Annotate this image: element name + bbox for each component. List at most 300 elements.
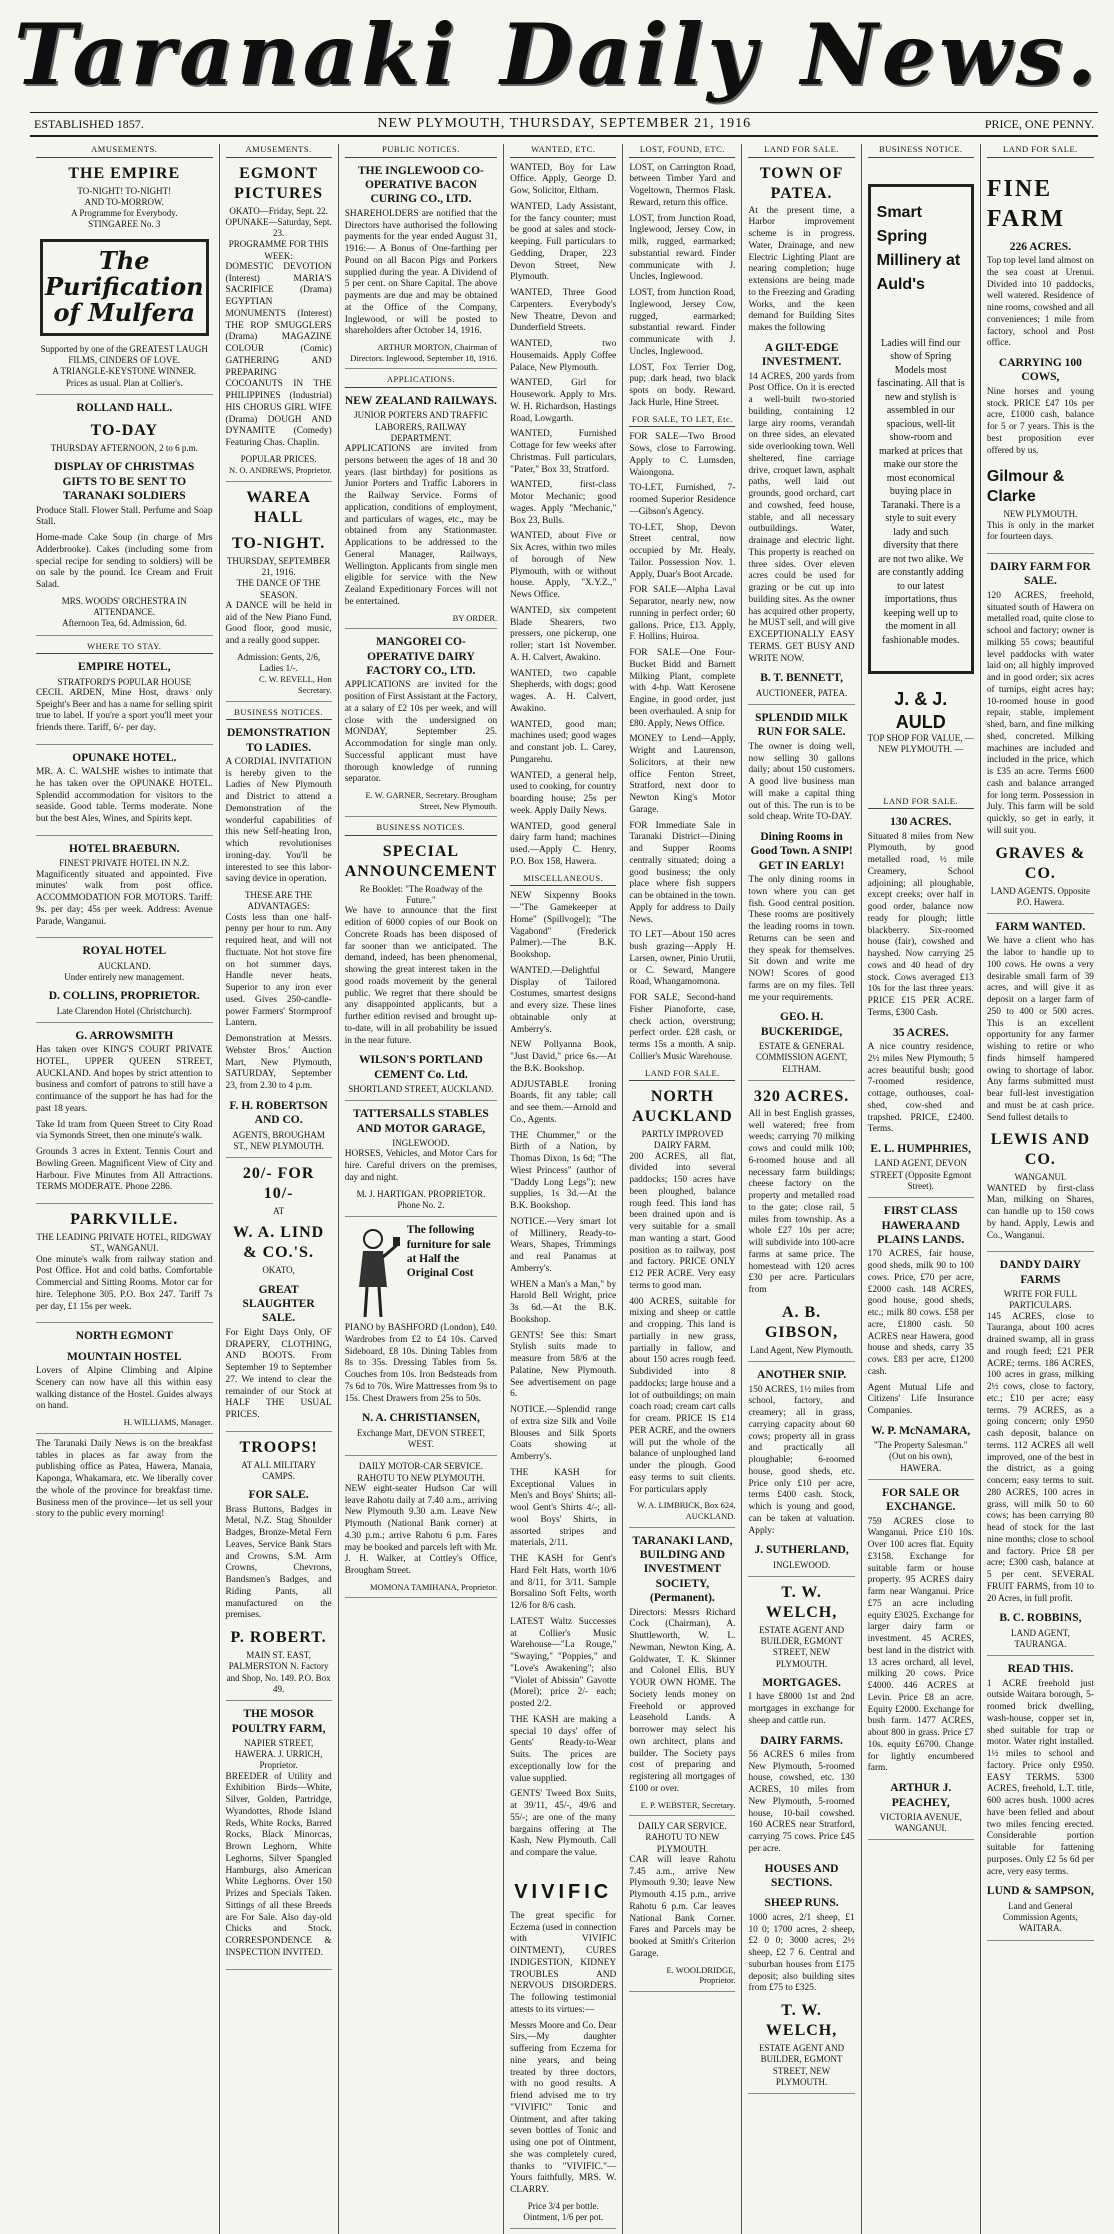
ad-line: Under entirely new management. <box>64 971 185 982</box>
section-heading: MISCELLANEOUS. <box>510 873 616 887</box>
ad-body: DOMESTIC DEVOTION (Interest) MARIA'S SACRIFICE (Drama) EGYPTIAN MONUMENTS (Interest) THE ROP SMUGGLERS (Drama) MAGAZINE COLOUR (Comic) GATHERING AND PREPARING COCOANUTS IN THE PHILIPPINES (Industrial) HIS CHORUS GIRL WIFE (Drama) DOUGH AND DYNAMITE (Comedy) Featuring Chas. Chaplin. <box>225 261 332 449</box>
classified-ad: LOST, from Junction Road, Inglewood, Jersey Cow, rugged, earmarked; substantial reward. Finder communicate with J. Uncles, Inglewood. <box>629 288 736 357</box>
classified-ad: LOST, on Carrington Road, between Timber Yard and Vogeltown, Thermos Flask. Reward, return this office. <box>629 162 736 208</box>
ad-line: DAILY CAR SERVICE. <box>638 1821 727 1832</box>
ad-line: MRS. WOODS' ORCHESTRA IN ATTENDANCE. <box>61 595 187 618</box>
ad-body: For Eight Days Only, OF DRAPERY, CLOTHING, AND BOOTS. From September 19 to September 27. We intend to clear the remainder of our Stock at HALF THE USUAL PRICES. <box>225 1327 332 1420</box>
miscellaneous-list <box>510 891 616 1860</box>
ad-title: FARM WANTED. <box>995 921 1086 933</box>
section-heading: LOST, FOUND, ETC. <box>629 144 735 158</box>
ad-title: ROYAL HOTEL <box>82 945 167 958</box>
classified-ad: ADJUSTABLE Ironing Boards, fit any table; call and see them.—Arnold and Co., Agents. <box>510 1079 617 1125</box>
ad-body: A DANCE will be held in aid of the New Piano Fund. Good floor, good music, and a really good supper. <box>225 600 332 646</box>
ad-body: APPLICATIONS are invited for the position of First Assistant at the Factory, at a salary of £2 10s per week, and will close with the undersigned on MONDAY, September 25. Accommodation for single man only. Successful applicant must have thorough knowledge of running separator. <box>344 680 498 785</box>
classified-ad: FOR SALE—One Four-Bucket Bidd and Barnett Milking Plant, complete with 4-hp. Watt Kerosene Engine, in good order, just been overhauled. A snip for £80. Apply, News Office. <box>629 648 736 729</box>
ad-body: A nice country residence, 2½ miles New Plymouth; 5 acres beautiful bush; good 7-roomed residence, cottage, outhouses, coal-shed, cow-shed and trapshed. PRICE, £2400. Terms. <box>867 1042 974 1135</box>
ad-title: EMPIRE HOTEL, <box>77 661 171 674</box>
masthead <box>0 4 1114 104</box>
section-heading: BUSINESS NOTICES. <box>226 707 332 721</box>
ad-another-snip <box>748 1368 854 1577</box>
ad-body: The great specific for Eczema (used in connection with VIVIFIC OINTMENT), CURES INDIGESTION, KIDNEY TROUBLES AND NERVOUS DISORDERS. The following testimonial attests to its virtues:— <box>510 1910 617 2015</box>
ad-signature: T. W. WELCH, <box>765 2002 838 2039</box>
ad-subtitle: A GILT-EDGE INVESTMENT. <box>761 341 842 369</box>
ad-body: 759 ACRES close to Wanganui. Price £10 10s. Over 100 acres flat. Equity £3158. Exchange for suitable farm or house property. 95 ACRES dairy farm near Wanganui. Price £75 an acre including equity £3025. Exchange for larger dairy farm or investment. 45 ACRES, best land in the district with 13 acres orchard, all level, milking 20 cows. Price £4000. 446 ACRES at Levin. Price £8 an acre. Equity £2000. Exchange for bush farm. 1477 ACRES, about 800 in grass. Price £7 10s. equity £6700. Change for lightly encumbered farm. <box>867 1516 974 1774</box>
ad-body: Home-made Cake Soup (in charge of Mrs Adderbrooke). Cakes (including some from special recipe for sending to soldiers) will be on sale by the pound. Ice Cream and Fruit Salad. <box>36 533 213 591</box>
ad-title: EGMONT PICTURES <box>234 164 324 202</box>
ad-title: OPUNAKE HOTEL. <box>72 751 177 764</box>
ad-signature: B. T. BENNETT, <box>760 672 843 685</box>
notice-special-announcement <box>345 842 497 1102</box>
ad-signature: ARTHUR MORTON, Chairman of Directors. Inglewood, September 18, 1916. <box>350 342 498 363</box>
ad-signature: BY ORDER. <box>452 612 498 623</box>
ad-title: The following furniture for sale at Half the Original Cost <box>406 1224 491 1280</box>
ad-hawera-lands <box>868 1204 974 1480</box>
ad-body: 1 ACRE freehold just outside Waitara borough, 5-roomed brick dwelling, wash-house, copper set in, shed suitable for trap or motor. Water right installed. 1½ miles to school and factory. Price only £950. EASY TERMS. 5300 ACRES, freehold, L.T. title, 600 acres bush. 1000 acres have been felled and about two miles fencing erected. Considerable portion suitable for fattening purposes. Only £2 5s 6d per acre, very easy terms. <box>986 1678 1094 1877</box>
ad-title: TATTERSALLS STABLES AND MOTOR GARAGE, <box>353 1108 489 1135</box>
ad-body: 56 ACRES 6 miles from New Plymouth, 5-roomed house, cowshed, etc. 130 ACRES, 10 miles from New Plymouth, 5-roomed house, 10-bail cowshed. 160 ACRES near Stratford, carrying 75 cows. Price £45 per acre. <box>748 1749 855 1854</box>
ad-line: JUNIOR PORTERS AND TRAFFIC LABORERS, RAILWAY DEPARTMENT. <box>354 410 488 443</box>
ad-body: BREEDER of Utility and Exhibition Birds—White, Silver, Golden, Partridge, Wyandottes, Rhode Island Reds, White Rocks, Barred Rocks, Black Minorcas, Brown Leghorn, White Leghorns, Silver Spangled Hamburgs, also American White Leghorns. Over 150 Prizes and Specials Taken. Sittings of all these Breeds are For Sale. Also day-old Chicks and Stock. CORRESPONDENCE & INSPECTION INVITED. <box>225 1771 332 1958</box>
ad-signature: W. A. LIMBRICK, Box 624, AUCKLAND. <box>637 1500 736 1521</box>
ad-subtitle: Dining Rooms in Good Town. A SNIP! GET IN EARLY! <box>750 831 853 872</box>
classified-ad: WHEN a Man's a Man," by Harold Bell Wright, price 3s 6d.—At the B.K. Bookshop. <box>510 1279 617 1325</box>
column-5 <box>623 144 742 2234</box>
ad-body: Demonstration at Messrs. Webster Bros.' Auction Mart, New Plymouth, SATURDAY, September 23, from 2.30 to 4 p.m. <box>225 1034 332 1092</box>
ad-line: NEW PLYMOUTH. <box>1003 509 1078 520</box>
ad-title: SPECIAL ANNOUNCEMENT <box>344 842 498 880</box>
for-sale-list <box>629 432 735 1063</box>
ad-line: SHORTLAND STREET, AUCKLAND. <box>348 1084 494 1095</box>
ad-body: 120 ACRES, freehold, situated south of Hawera on metalled road, quite close to school and factory; owner is milking 55 cows; beautiful level paddocks with water laid on; all highly improved and in good order; six acres of turnips, eight acres hay; 10-roomed house in good repair, stable, implement shed, barn, and fine milking shed, concreted. Milking machines are included and included in the price, which is £35 an acre. Terms £600 cash and balance arranged for long term. Possession in July. This farm will be sold quickly, so get in early, it will suit you. <box>986 590 1094 836</box>
ad-title: G. ARROWSMITH <box>75 1029 174 1042</box>
ad-line: Prices as usual. Plan at Collier's. <box>65 377 183 388</box>
ad-body: SHAREHOLDERS are notified that the Directors have authorised the following payments for the year ended August 31, 1916:— A Bonus of One-farthing per Pound on all Bacon Pigs and Porkers supplied during the year. A Dividend of 5 per cent. on Share Capital. The above payments are due and may be obtained at the Office of the Company, Inglewood, or will be posted to shareholders after October 14, 1916. <box>344 208 498 337</box>
established-label: ESTABLISHED 1857. <box>34 116 144 131</box>
ad-body: HORSES, Vehicles, and Motor Cars for hire. Careful drivers on the premises, day and night. <box>344 1149 498 1183</box>
ad-line: THURSDAY AFTERNOON, 2 to 6 p.m. <box>50 443 198 454</box>
ad-empire-hotel <box>36 660 213 745</box>
ad-title: FINE FARM <box>986 175 1066 232</box>
ad-poultry-farm <box>226 1707 332 1970</box>
ad-line: Land and General Commission Agents, WAITARA. <box>1002 1900 1078 1934</box>
classified-ad: NEW Sixpenny Books—"The Gamekeeper at Home" (Spillvogel); "The Vagabond" (Frederick Palmer).—The B.K. Bookshop. <box>510 891 617 960</box>
classified-ad: WANTED.—Delightful Display of Tailored Costumes, smartest designs and every size. These lines obtainable only at Amberry's. <box>510 965 617 1035</box>
ad-body: NEW eight-seater Hudson Car will leave Rahotu daily at 7.40 a.m., arriving New Plymouth 9.30 a.m. Leave New Plymouth (National Bank corner) at 4.30 p.m.; arrive Rahotu 6 p.m. Fares may be booked and parcels left with Mr. J. H. Walker, at Cottley's Office, Brougham Street. <box>344 1483 498 1576</box>
classified-ad: GENTS' Tweed Box Suits, at 39/11, 45/-, 49/6 and 55/-; are one of the many bargains offering at The Kash, New Plymouth. Call and compare the value. <box>510 1789 617 1858</box>
ad-town-of-patea <box>748 164 854 705</box>
auctioneer-figure-icon <box>345 1225 401 1321</box>
column-4 <box>504 144 623 2234</box>
section-heading: PUBLIC NOTICES. <box>345 144 497 158</box>
ad-title: THE MOSOR POULTRY FARM, <box>231 1708 326 1735</box>
ad-body: 200 ACRES, all flat, divided into several paddocks; 150 acres have been ploughed, balance rough feed. This land has been drained upon and is very suitable for a small man wanting a start. Good position as to railway, post and factory. PRICE ONLY £12 PER ACRE. Very easy terms to good man. <box>629 1151 736 1291</box>
ad-line: A TRIANGLE-KEYSTONE WINNER. <box>52 366 197 377</box>
ad-line: Exchange Mart, DEVON STREET, WEST. <box>356 1427 485 1449</box>
classified-ad: TO-LET, Shop, Devon Street central, now occupied by Mr. Healy, Tailor. Possession Nov. 1. Apply, Duar's Boot Arcade. <box>629 522 736 580</box>
ad-motor-car-service <box>345 1461 497 1598</box>
ad-title: THE EMPIRE <box>68 164 181 182</box>
ad-title: FIRST CLASS HAWERA AND PLAINS LANDS. <box>877 1205 965 1246</box>
ad-line: OKATO—Friday, Sept. 22. OPUNAKE—Saturday, Sept. 23. <box>225 205 332 239</box>
ad-line: POPULAR PRICES. <box>240 453 317 464</box>
classified-ad: THE KASH are making a special 10 days' offer of Gents' Ready-to-Wear Suits. The prices are exceptionally low for the value supplied. <box>510 1714 617 1784</box>
section-heading: BUSINESS NOTICE. <box>868 144 974 158</box>
ad-warea-hall <box>226 488 332 702</box>
ad-demonstration <box>226 726 332 1158</box>
classified-ad: GENTS! See this: Smart Stylish suits made to measure from 58/6 at the Palatine, New Plymouth. See advertisement on page 6. <box>510 1330 617 1400</box>
ad-body: 400 ACRES, suitable for mixing and sheep or cattle and cropping. This land is partially in new grass, partially in fallow, and about 150 acres rough feed. Subdivided into 8 paddocks; large house and a lot of outbuildings; on main coach road; cream cart calls for cream. PRICE IS £14 PER ACRE, and the owners will put the whole of the balance of unploughed land under the plough. Good easy terms to suit clients. For particulars apply <box>629 1296 736 1495</box>
section-heading: LAND FOR SALE. <box>987 144 1094 158</box>
section-heading: FOR SALE, TO LET, Etc. <box>629 414 735 428</box>
classified-ad: WANTED, good general dairy farm hand; machines used.—Apply C. Henry, P.O. Box 158, Hawera. <box>510 821 617 867</box>
ad-body: Magnificently situated and appointed. Five minutes' walk from post office. ACCOMMODATION FOR MOTORS. Tariff: 9s. per day; 45s per week. Address: Avenue Parade, Wanganui. <box>36 869 213 927</box>
ad-line: WRITE FOR FULL PARTICULARS. <box>1003 1289 1077 1311</box>
ad-title: ANOTHER SNIP. <box>757 1369 847 1382</box>
ad-line: VICTORIA AVENUE, WANGANUI. <box>879 1811 962 1834</box>
ad-auld-millinery <box>868 184 974 675</box>
ad-line: "The Property Salesman." (Out on his own), HAWERA. <box>873 1440 968 1473</box>
auld-brand: J. & J. AULD <box>894 689 948 732</box>
ad-body: Take Id tram from Queen Street to City Road via Symonds Street, then one minute's walk. <box>36 1119 213 1142</box>
ad-body: Situated 8 miles from New Plymouth, by good metalled road, ½ mile Creamery, School adjoining; all ploughable, except creeks; over half in good order, balance now ready for plough; little blackberry. Six-roomed house (fair), cowshed and hayshed. Now carrying 25 cows and 40 head of dry stock. Cows averaged £13 10s for the last three years. PRICE £15 PER ACRE. Terms, £300 Cash. <box>867 831 974 1018</box>
ad-title: HOTEL BRAEBURN. <box>68 842 180 855</box>
dateline <box>30 112 1098 137</box>
ad-body: Top top level land almost on the sea coast at Urenui. Divided into 10 paddocks, well watered. Residence of nine rooms, cowshed and all conveniences; 1 mile from factory, school and Post office. <box>986 256 1094 349</box>
ad-line: INGLEWOOD. <box>392 1138 450 1149</box>
ad-body: We have to announce that the first edition of 6000 copies of our Book on Concrete Roads has been disposed of far sooner than we anticipated. The demand, indeed, has been phenomenal, showing the great interest taken in the good roads movement by the general public. We regret that there should be any disappointed applicants, but a further edition revised and brought up-to-date, will in all probability be issued in the near future. <box>344 906 498 1046</box>
ad-body: I have £8000 1st and 2nd mortgages in exchange for sheep and cattle run. <box>748 1692 855 1726</box>
ad-subtitle: TO-DAY <box>90 422 158 440</box>
classified-ad: WANTED, six competent Blade Shearers, two pressers, one pickerup, one roller; start 1st November. A. H. Calvert, Awakino. <box>510 605 617 663</box>
ad-title: THE INGLEWOOD CO-OPERATIVE BACON CURING CO., LTD. <box>357 164 484 206</box>
ad-signature: A. B. GIBSON, <box>764 1303 839 1341</box>
classified-ad: WANTED, about Five or Six Acres, within two miles of borough of New Plymouth, with or without house. Apply, "X.Y.Z.," News Office. <box>510 531 617 601</box>
ad-title: NEW ZEALAND RAILWAYS. <box>344 394 497 407</box>
ad-title: SPLENDID MILK RUN FOR SALE. <box>755 712 849 739</box>
column-2 <box>220 144 339 2234</box>
ad-line: RAHOTU TO NEW PLYMOUTH. <box>357 1472 485 1483</box>
ad-line: OKATO, <box>262 1265 295 1276</box>
ad-body: Agent Mutual Life and Citizens' Life Insurance Companies. <box>867 1382 974 1416</box>
section-heading: BUSINESS NOTICES. <box>345 822 497 836</box>
ad-kings-court <box>36 1029 213 1204</box>
ad-title: READ THIS. <box>1007 1663 1074 1676</box>
ad-sale-or-exchange <box>868 1486 974 1841</box>
ad-signature: N. O. ANDREWS, Proprietor. <box>228 465 332 476</box>
ad-subtitle: FOR SALE. <box>248 1489 309 1502</box>
section-heading: LAND FOR SALE. <box>868 796 974 810</box>
ad-130-acres <box>868 815 974 1198</box>
classified-ad: WANTED, Three Good Carpenters. Everybody's New Theatre, Devon and Dunderfield Streets. <box>510 288 617 334</box>
ad-farm-wanted <box>987 920 1094 1252</box>
section-heading: AMUSEMENTS. <box>36 144 213 158</box>
ad-title: DAIRY FARM FOR SALE. <box>990 561 1091 588</box>
classified-ad: WANTED, Lady Assistant, for the fancy counter; must be good at sales and stock-keeping. Full particulars to Gedding, Draper, 223 Devon Street, New Plymouth. <box>510 201 617 283</box>
ad-line: MAIN ST. EAST, PALMERSTON N. Factory and Shop, No. 149. P.O. Box 49. <box>226 1650 331 1694</box>
column-3 <box>339 144 504 2234</box>
ad-body: 145 ACRES, close to Tauranga, about 100 acres drained swamp, all in grass and rough feed; £21 PER ACRE; terms. 186 ACRES, 100 acres in grass, milking 2½ cows, close to factory, etc.; £10 per acre; easy terms. 79 ACRES, as a going concern; only £950 cash deposit, balance on terms. 112 ACRES all well improved, one of the best in the district, as a going concern; easy terms to suit. 280 ACRES, 100 acres in grass, will milk 50 to 60 cows; has been carrying 80 head of stock for the last nine months; close to school and factory. Price £8 per acre; £300 cash, balance at 5 per cent. SEVERAL FRUIT FARMS, from 10 to 20 Acres, in full profit. <box>986 1311 1094 1604</box>
ad-line: AT ALL MILITARY CAMPS. <box>241 1459 316 1481</box>
ad-body: We have a client who has the labor to handle up to 100 cows. He owns a very desirable small farm of 39 acres, and will give it as deposit on a larger farm of 250 to 400 or 500 acres. This is an excellent opportunity for any farmer wishing to retire or who finds himself hampered owing to shortage of labor. Any farms submitted must bear full-lest investigation and must be at cash price. Send fullest details to <box>986 936 1094 1123</box>
ad-royal-hotel <box>36 944 213 1023</box>
ad-line: NAPIER STREET, HAWERA. J. URRICH, Proprietor. <box>234 1737 323 1771</box>
ad-signature: N. A. CHRISTIANSEN, <box>361 1412 480 1425</box>
section-heading: WANTED, ETC. <box>510 144 616 158</box>
ad-body: Directors: Messrs Richard Cock (Chairman), A. Shuttleworth, W. L. Newman, Newton King, A. Goldwater, T. K. Skinner and Colonel Ellis. BUY YOUR OWN HOME. The Society lends money on Freehold or approved Leasehold Lands. A borrower may select his own architect, plans and builder. The Society pays cost of preparing and registering all mortgages of £100 or over. <box>629 1607 736 1794</box>
ad-signature: E. P. WEBSTER, Secretary. <box>640 1799 736 1810</box>
ad-signature: Gilmour & Clarke <box>986 468 1065 506</box>
classified-ad: THE KASH for Exceptional Values in Men's and Boys' Shirts; all-wool Gent's Shirts 4/-; all-wool Boys' Shirts, in assorted stripes and materials, 2/11. <box>510 1467 617 1549</box>
ad-title: 320 ACRES. <box>753 1087 850 1105</box>
ad-daily-car-service <box>629 1821 735 1992</box>
notice-bacon-curing <box>345 164 497 370</box>
ad-line: TOP SHOP FOR VALUE, — NEW PLYMOUTH. — <box>867 733 974 755</box>
ad-body: The owner is doing well, now selling 30 gallons daily; about 150 customers. A good live business man will make a capital thing out of this. The run is to be sold cheap. Write TO-DAY. <box>748 741 855 823</box>
ad-line: THESE ARE THE ADVANTAGES: <box>244 890 313 912</box>
classified-ad: FOR SALE, Second-hand Fisher Pianoforte, case, check action, overstrung; perfect order. £28 cash, or terms 15s a month. A snip. Collier's Music Warehouse. <box>629 993 736 1062</box>
ad-line: AND TO-MORROW. <box>84 196 164 207</box>
section-heading: WHERE TO STAY. <box>36 641 213 655</box>
ad-signature: H. WILLIAMS, Manager. <box>123 1417 213 1428</box>
classified-ad: WANTED, a general help, used to cooking, for country boarding house; 25s per week. Apply Daily News. <box>510 770 617 816</box>
classified-ad: THE Chummer," or the Birth of a Nation, by Thomas Dixon, 1s 6d; "The Wiest Princess" (author of "Daddy Long Legs"); new supplies, 1s 3d.—At the B.K. Bookshop. <box>510 1130 617 1211</box>
ad-line: LAND AGENT, TAURANGA. <box>1011 1627 1070 1649</box>
section-heading: LAND FOR SALE. <box>629 1068 735 1082</box>
ad-north-auckland <box>629 1087 735 1528</box>
ad-signature: MOMONA TAMIHANA, Proprietor. <box>370 1581 498 1592</box>
ad-title: 20/- FOR 10/- <box>242 1165 315 1203</box>
ad-vivific <box>510 1880 616 2230</box>
ad-line: PROGRAMME FOR THIS WEEK: <box>228 239 329 261</box>
ad-title: WAREA HALL <box>246 488 311 526</box>
ad-building-society <box>629 1534 735 1817</box>
ad-title: NORTH EGMONT <box>75 1330 173 1343</box>
ad-line: DAILY MOTOR-CAR SERVICE. <box>358 1461 483 1472</box>
ad-subtitle: HOUSES AND SECTIONS. <box>764 1862 839 1889</box>
ad-opunake-hotel <box>36 751 213 836</box>
ad-signature: C. W. REVELL, Hon Secretary. <box>258 674 332 695</box>
dateline-date: NEW PLYMOUTH, THURSDAY, SEPTEMBER 21, 1916 <box>377 116 752 131</box>
ad-line: ESTATE AGENT AND BUILDER, EGMONT STREET, NEW PLYMOUTH. <box>759 2043 845 2087</box>
ad-line: Supported by one of the GREATEST LAUGH FILMS, CINDERS OF LOVE. <box>40 343 208 366</box>
column-8 <box>981 144 1100 2234</box>
ad-title: MOUNTAIN HOSTEL <box>67 1350 182 1363</box>
section-heading: LAND FOR SALE. <box>748 144 854 158</box>
ad-tattersalls <box>345 1107 497 1217</box>
ad-signature: E. W. GARNER, Secretary. Brougham Street, New Plymouth. <box>365 790 498 811</box>
ad-milk-run <box>748 711 854 1081</box>
price-label: PRICE, ONE PENNY. <box>984 116 1094 131</box>
ad-signature: D. COLLINS, PROPRIETOR. <box>48 990 200 1003</box>
ad-line: FINEST PRIVATE HOTEL IN N.Z. <box>59 858 190 869</box>
ad-body: CAR will leave Rahotu 7.45 a.m., arrive New Plymouth 9.30; leave New Plymouth 4.15 p.m., arrive Rahotu 6 p.m. Car leaves National Bank Corner. Fares and Parcels may be booked at Smith's Criterion Garage. <box>629 1854 736 1959</box>
daily-news-notice: The Taranaki Daily News is on the breakfast tables in places as far away from the publishing office as Patea, Hawera, Manaia, Kaponga, Whakamara, etc. We liberally cover the whole of the province for breakfast time. Business men of the province—let us sell your story to the public every morning! <box>36 1438 213 1520</box>
ad-body: APPLICATIONS are invited from persons between the ages of 18 and 30 years (last birthday) for positions as Junior Porters and Traffic Laborers in the Railway Service. Forms of application, conditions of employment, and particulars of wages, etc., may be obtained from any Stationmaster. Applications to be addressed to the General Manager, Railways, Wellington. Applicants from single men eligible for service with the New Zealand Expeditionary Forces will not be entertained. <box>344 444 498 607</box>
ad-body: CECIL ARDEN, Mine Host, draws only Speight's Beer and has a name for selling spirit true to label. If you're a sport you'll meet your friends there. Tariff, 6/- per day. <box>36 687 213 734</box>
ad-read-this <box>987 1662 1094 1940</box>
wanted-list <box>510 163 616 869</box>
ad-line: STINGAREE No. 3 <box>88 219 161 230</box>
ad-line: RAHOTU TO NEW PLYMOUTH. <box>645 1832 720 1854</box>
ad-body: All in best English grasses, well watered; free from weeds; carrying 70 milking cows and could milk 100; 6-roomed house and all necessary farm buildings; cheese factory on the property and metalled road to the gate; close rail, 5 miles from township. As a whole £27 10s per acre; will subdivide into 100-acre farms at same price. The homestead with 120 acres £30 per acre. Particulars from <box>748 1108 855 1296</box>
section-heading: AMUSEMENTS. <box>226 144 332 158</box>
ad-line: AUCKLAND. <box>97 960 151 971</box>
ad-body: At the present time, a Harbor improvement scheme is in progress. Water, Drainage, and new Electric Lighting Plant are nearing completion; huge extensions are being made to the Freezing and Grading Works, and the keen demand for Building Sites makes the following <box>748 205 855 334</box>
ad-body: Ladies will find our show of Spring Models most fascinating. All that is new and stylish is assembled in our spacious, well-lit show-room and marked at prices that make our store the most economical buying place in Taranaki. There is a style to suit every lady and such diversity that there are not two alike. We are constantly adding to our latest importations, thus keeping well up to the moment in all fashionable modes. <box>876 337 965 646</box>
classified-ad: WANTED, Boy for Law Office. Apply, George D. Gow, Solicitor, Eltham. <box>510 162 617 197</box>
ad-line: Late Clarendon Hotel (Christchurch). <box>56 1005 192 1016</box>
ad-subtitle: MORTGAGES. <box>762 1676 841 1689</box>
ad-body: 1000 acres, 2/1 sheep, £1 10 0; 1700 acres, 2 sheep, £2 0 0; 3000 acres, 2½ sheep, £2 7 6. Central and suburban houses from £175 deposit; also building sites from £75 to £325. <box>748 1912 855 1994</box>
ad-title: DEMONSTRATION TO LADIES. <box>226 727 331 754</box>
ad-subtitle: SHEEP RUNS. <box>764 1897 839 1910</box>
ad-line: WANGANUI. <box>1014 1172 1067 1183</box>
classified-ad: TO LET—About 150 acres bush grazing—Apply H. Larsen, owner, Pinio Urutii, or C. Seward, Mangere Road, Whangamomona. <box>629 930 736 988</box>
classified-ad: WANTED, two capable Shepherds, with dogs; good wages. A. H. Calvert, Awakino. <box>510 668 617 714</box>
ad-signature: W. P. McNAMARA, <box>871 1424 971 1437</box>
ad-line: AT <box>273 1206 285 1217</box>
ad-body: Costs less than one half-penny per hour to run. Any required heat, and will not fluctuate. Not hot stove fire on hot summer days. Handle never heats. Superior to any iron ever used. Gives 250-candle-power Farmers' Stormproof Lantern. <box>225 912 332 1029</box>
ad-subtitle: 226 ACRES. <box>1009 240 1072 253</box>
ad-title: TARANAKI LAND, BUILDING AND INVESTMENT SOCIETY, (Permanent). <box>632 1534 733 1605</box>
ad-signature: GRAVES & CO. <box>995 844 1086 882</box>
ad-troops <box>226 1438 332 1701</box>
spacer <box>868 756 974 796</box>
ad-body: 150 ACRES, 1½ miles from school, factory, and creamery; all in grass, carrying capacity about 60 cows; property all in grass and practically all ploughable; 6-roomed house, good sheds, etc. Price only £10 per acre, terms £400 cash. Stock, which is young and good, can be taken at valuation. Apply: <box>748 1384 855 1536</box>
ad-signature: E. WOOLDRIDGE, Proprietor. <box>666 1964 736 1986</box>
ad-title: Smart Spring Millinery at Auld's <box>876 203 961 293</box>
ad-body: Messrs Moore and Co. Dear Sirs,—My daughter suffering from Eczema for nine years, and being treated by three doctors, with no good results. A friend advised me to try "VIVIFIC" Tonic and Ointment, and after taking seven bottles of Tonic and using one pot of Ointment, she was completely cured, thanks to "VIVIFIC."—Yours faithfully, MRS. W. CLARRY. <box>510 2020 617 2195</box>
ad-line: ESTATE & GENERAL COMMISSION AGENT, ELTHAM. <box>755 1041 848 1074</box>
ad-subtitle: DISPLAY OF CHRISTMAS GIFTS TO BE SENT TO TARANAKI SOLDIERS <box>54 461 195 503</box>
ad-line: ESTATE AGENT AND BUILDER, EGMONT STREET, NEW PLYMOUTH. <box>759 1624 845 1669</box>
masthead-daily: Daily <box>500 4 761 104</box>
column-6 <box>742 144 861 2234</box>
notice-railways <box>345 394 497 629</box>
ad-line: LAND AGENT, DEVON STREET (Opposite Egmont Street). <box>870 1158 972 1191</box>
ad-signature: LUND & SAMPSON, <box>986 1885 1094 1898</box>
ad-title: PARKVILLE. <box>70 1211 179 1229</box>
ad-title: T. W. WELCH, <box>765 1583 838 1621</box>
classified-ad: LOST, from Junction Road, Inglewood, Jersey Cow, in milk, rugged, earmarked; substantial reward. Finder communicate with J. Uncles, Inglewood. <box>629 213 736 283</box>
ad-lind-sale <box>226 1164 332 1432</box>
ad-signature: GEO. H. BUCKERIDGE, <box>760 1011 843 1038</box>
ad-signature: P. ROBERT. <box>230 1629 327 1647</box>
film-title-panel: The Purification of Mulfera <box>40 239 209 336</box>
ad-320-acres <box>748 1087 854 1362</box>
ad-title: TOWN OF PATEA. <box>759 164 844 202</box>
classified-ad: LATEST Waltz Successes at Collier's Music Warehouse—"La Rouge," "Swaying," "Poppies," and "Love's Awakening"; also "Violet of Abissin" Gavotte (Morel); price 2/- each; posted 2/2. <box>510 1616 617 1709</box>
auctioneer-illustration <box>345 1225 401 1321</box>
ad-title: 130 ACRES. <box>890 816 952 829</box>
ad-line: THE LEADING PRIVATE HOTEL, RIDGWAY ST., WANGANUI. <box>36 1232 213 1254</box>
ad-title: DANDY DAIRY FARMS <box>999 1259 1082 1286</box>
ad-title: MANGOREI CO-OPERATIVE DAIRY FACTORY CO., LTD. <box>366 636 476 677</box>
ad-body: A CORDIAL INVITATION is hereby given to the Ladies of New Plymouth and District to attend a Demonstration of the wonderful capabilities of this new Self-heating Iron, which revolutionises ironing-day. You'll be interested to see this labor-saving device in operation. <box>225 756 332 885</box>
classified-ad: FOR SALE—Alpha Laval Separator, nearly new, now running in perfect order; 60 gallons. Price, £13. Apply, F. Hollins, Huiroa. <box>629 585 736 643</box>
classified-ad: NEW Pollyanna Book, "Just David," price 6s.—At the B.K. Bookshop. <box>510 1040 617 1074</box>
classified-ad: NOTICE.—Very smart lot of Millinery, Ready-to-Wears, Shapes, Trimmings and real Panamas at Amberry's. <box>510 1216 617 1274</box>
ad-line: TO-NIGHT! TO-NIGHT! <box>77 185 172 196</box>
ad-line: Land Agent, New Plymouth. <box>749 1344 854 1355</box>
ad-hotel-braeburn <box>36 842 213 938</box>
ad-body: Nine horses and young stock. PRICE £47 10s per acre, £1000 cash, balance for 5 or 7 years. This is the best proposition ever offered by us. <box>986 386 1094 456</box>
ad-title: ROLLAND HALL. <box>76 401 173 414</box>
ad-body: PIANO by BASHFORD (London), £40. Wardrobes from £2 to £4 10s. Carved Sideboard, £8 10s. Dining Tables from 8s to 35s. Dressing Tables from 5s. Couches from 10s. Iron Bedsteads from 7s 6d to 70s. Wire Mattresses from 9s to 15s. Chest Drawers from 25s to 50s. <box>344 1323 498 1404</box>
ad-line: THURSDAY, SEPTEMBER 21, 1916. <box>226 555 331 577</box>
notice-mangorei <box>345 635 497 817</box>
ad-signature: LEWIS AND CO. <box>990 1131 1091 1169</box>
ad-body: The only dining rooms in town where you can get fish. Good central position. These rooms are positively the leading rooms in town. Returns can be seen and they speak for themselves. Sit down and write me NOW! Scores of good farms are on my files. Tell me your requirements. <box>748 875 855 1003</box>
ad-title: 35 ACRES. <box>892 1026 949 1039</box>
ad-body: MR. A. C. WALSHE wishes to intimate that he has taken over the OPUNAKE HOTEL. Splendid accommodation for visitors to the seaside. Good table. Terms moderate. None but the best Ales, Wines, and Spirits kept. <box>36 767 213 825</box>
ad-line: AUCTIONEER, PATEA. <box>755 687 848 698</box>
ad-egmont-pictures <box>226 164 332 482</box>
ad-line: A Programme for Everybody. <box>71 208 178 219</box>
classified-ad: LOST, Fox Terrier Dog, pup; dark head, two black spots on body. Reward. Jack Hurle, Hine Street. <box>629 362 736 408</box>
section-heading: APPLICATIONS. <box>345 374 497 388</box>
lost-list <box>629 163 735 410</box>
masthead-news: News. <box>800 4 1100 104</box>
ad-title: W. A. LIND & CO.'S. <box>233 1224 325 1262</box>
ad-body: WANTED by first-class Man, milking on Shares, can handle up to 150 cows by hand. Apply, Lewis and Co., Wanganui. <box>986 1183 1094 1241</box>
ad-rolland-hall <box>36 401 213 636</box>
masthead-taranaki: Taranaki <box>14 4 460 104</box>
ad-title: VIVIFIC <box>514 1880 613 1903</box>
ad-line: AGENTS, BROUGHAM ST., NEW PLYMOUTH. <box>232 1129 325 1151</box>
classified-ad: WANTED, two Housemaids. Apply Coffee Palace, New Plymouth. <box>510 339 617 373</box>
classified-ad: WANTED, good man; machines used; good wages and constant job. L. Carey, Pungarehu. <box>510 719 617 765</box>
ad-body: This is only in the market for fourteen days. <box>986 520 1094 543</box>
ad-line: STRATFORD'S POPULAR HOUSE <box>57 676 192 687</box>
ad-mountain-hostel <box>36 1329 213 1433</box>
classified-ad: FOR Immediate Sale in Taranaki District—Dining and Supper Rooms centrally situated; doing a good business; the only place where fish suppers can be obtained in the town. Apply for address to Daily News. <box>629 820 736 925</box>
ad-title: TROOPS! <box>239 1438 318 1456</box>
ad-line: Admission: Gents, 2/6, Ladies 1/-. <box>237 651 321 673</box>
classified-ad: THE KASH for Gent's Hard Felt Hats, worth 10/6 and 8/11, for 3/11. Sample Borsalino Soft Felts, worth 12/6 for 8/6 cash. <box>510 1554 617 1611</box>
ad-subtitle: DAIRY FARMS. <box>760 1734 843 1747</box>
ad-dairy-farm-sale <box>987 560 1094 914</box>
ad-title: NORTH AUCKLAND <box>632 1088 733 1126</box>
ad-title: FOR SALE OR EXCHANGE. <box>882 1486 960 1514</box>
ad-body: One minute's walk from railway station and Post Office. Hot and cold baths. Comfortable Commercial and Sitting Rooms. Motor car for hire. Telephone 305. P.O. Box 247. Tariff 7s per day, £1 15s per week. <box>36 1254 213 1312</box>
ad-subtitle: GREAT SLAUGHTER SALE. <box>242 1283 315 1325</box>
ad-welch <box>748 1583 854 2094</box>
classified-ad: WANTED, Furnished Cottage for few weeks after Christmas. Full particulars, "Pater," Box 33, Stratford. <box>510 429 617 475</box>
ad-empire-theatre <box>36 164 213 395</box>
ad-signature: E. L. HUMPHRIES, <box>870 1143 972 1155</box>
columns <box>30 144 1100 2222</box>
ad-signature: B. C. ROBBINS, <box>999 1612 1082 1625</box>
ad-body: Produce Stall. Flower Stall. Perfume and Soap Stall. <box>36 505 213 528</box>
ad-line: INGLEWOOD. <box>772 1559 831 1570</box>
classified-ad: TO-LET, Furnished, 7-roomed Superior Residence—Gibson's Agency. <box>629 483 736 517</box>
column-1 <box>30 144 220 2234</box>
ad-parkville <box>36 1210 213 1323</box>
ad-line: PARTLY IMPROVED DAIRY FARM. <box>641 1129 724 1151</box>
ad-line: Afternoon Tea, 6d. Admission, 6d. <box>62 618 187 629</box>
ad-dandy-dairy-farms <box>987 1258 1094 1656</box>
ad-body: 170 ACRES, fair house, good sheds, milk 90 to 100 cows. Price, £70 per acre, £2000 cash. 148 ACRES, good house, good sheds, etc.; milk 80 cows. £58 per acre, £1800 cash. 50 ACRES near Hawera, good house and sheds, carry 35 cows. £83 per acre, £1200 cash. <box>867 1249 974 1377</box>
ad-signature: ARTHUR J. PEACHEY, <box>890 1782 952 1809</box>
ad-subtitle: TO-NIGHT. <box>231 534 326 552</box>
ad-body: Lovers of Alpine Climbing and Alpine Scenery can now have all this within easy walking distance of the Hostel. Guides always on hand. <box>36 1366 213 1412</box>
classified-ad: WANTED, Girl for Housework. Apply to Mrs. W. H. Richardson, Hastings Road, Lowgarth. <box>510 378 617 424</box>
ad-body: Brass Buttons, Badges in Metal, N.Z. Stag Shoulder Badges, Bronze-Metal Fern Leaves, Service Bank Stars and Crowns, S.M. Arm Crowns, Chevrons, Bandsmen's Badges, and Riding Pants, all manufactured on the premises. <box>225 1504 332 1621</box>
column-7 <box>862 144 981 2234</box>
classified-ad: MONEY to Lend—Apply, Wright and Laurenson, Solicitors, at their new office Fenton Street, Stratford, next door to Newton King's Motor Garage. <box>629 734 736 815</box>
ad-body: Grounds 3 acres in Extent. Tennis Court and Bowling Green. Magnificent View of City and Harbour. Five Minutes from All Attractions. TERMS MODERATE. Phone 2286. <box>36 1147 213 1193</box>
